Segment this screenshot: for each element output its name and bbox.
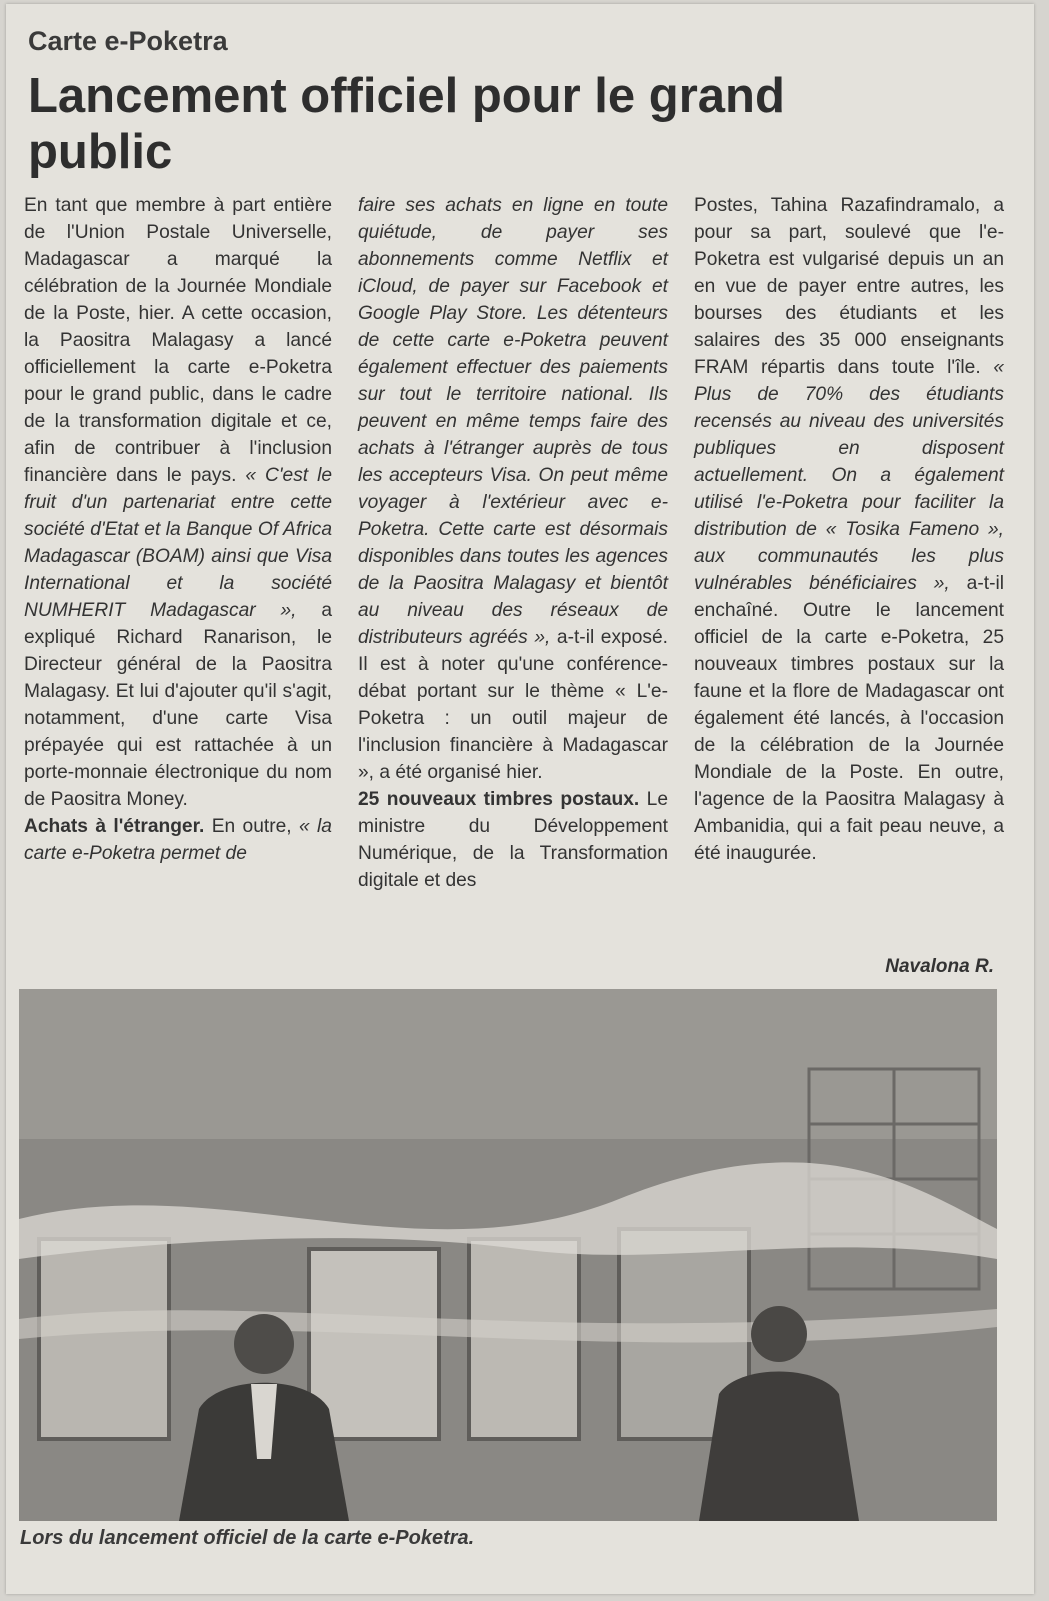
paragraph-text: a-t-il exposé. Il est à noter qu'une conférence-débat portant sur le thème « L'e-Poketra : un outil majeur de l'inclusion financière à Madagascar », a été organisé hier.	[358, 627, 668, 783]
paragraph-text: En outre,	[211, 816, 292, 837]
paragraph	[24, 813, 332, 867]
paragraph	[358, 786, 668, 894]
paragraph-text: a-t-il enchaîné. Outre le lancement officiel de la carte e-Poketra, 25 nouveaux timbres postaux sur la faune et la flore de Madagascar ont également été lancés, à l'occasion de la célébration de la Journée Mondiale de la Poste. En outre, l'agence de la Paositra Malagasy à Ambanidia, qui a fait peau neuve, a été inaugurée.	[694, 573, 1004, 864]
photo-illustration	[19, 989, 997, 1521]
newspaper-clipping	[6, 4, 1034, 1594]
paragraph-text: a expliqué Richard Ranarison, le Directeur général de la Paositra Malagasy. Et lui d'ajouter qu'il s'agit, notamment, d'une carte Visa prépayée qui est rattachée à un porte-monnaie électronique du nom de Paositra Money.	[24, 600, 332, 810]
quote-text: « la carte e-Poketra permet de	[24, 816, 332, 864]
quote-text: faire ses achats en ligne en toute quiétude, de payer ses abonnements comme Netflix et iCloud, de payer sur Facebook et Google Play Store. Les détenteurs de cette carte e-Poketra peuvent également effectuer des paiements sur tout le territoire national. Ils peuvent en même temps faire des achats à l'étranger auprès de tous les accepteurs Visa. On peut même voyager à l'extérieur avec e-Poketra. Cette carte est désormais disponibles dans toutes les agences de la Paositra Malagasy et bientôt au niveau des réseaux de distributeurs agréés »,	[358, 195, 668, 648]
quote-text: « Plus de 70% des étudiants recensés au niveau des universités publiques en disposent actuellement. On a également utilisé l'e-Poketra pour faciliter la distribution de « Tosika Fameno », aux communautés les plus vulnérables bénéficiaires »,	[694, 357, 1004, 594]
paragraph	[24, 192, 332, 813]
article-column-2	[358, 192, 668, 894]
article-column-1	[24, 192, 332, 867]
author-byline: Navalona R.	[885, 956, 994, 977]
paragraph-text: Postes, Tahina Razafindramalo, a pour sa part, soulevé que l'e-Poketra est vulgarisé depuis un an en vue de payer entre autres, les bourses des étudiants et les salaires des 35 000 enseignants FRAM répartis dans toute l'île.	[694, 195, 1004, 378]
article-photo	[19, 989, 997, 1521]
paragraph	[358, 192, 668, 786]
quote-text: « C'est le fruit d'un partenariat entre cette société d'Etat et la Banque Of Africa Madagascar (BOAM) ainsi que Visa International et la société NUMHERIT Madagascar »,	[24, 465, 332, 621]
paragraph	[694, 192, 1004, 867]
article-headline: Lancement officiel pour le grand public	[28, 69, 785, 179]
subheading: 25 nouveaux timbres postaux.	[358, 789, 640, 810]
section-kicker: Carte e-Poketra	[28, 26, 228, 56]
article-column-3	[694, 192, 1004, 867]
paragraph-text: En tant que membre à part entière de l'Union Postale Universelle, Madagascar a marqué la célébration de la Journée Mondiale de la Poste, hier. A cette occasion, la Paositra Malagasy a lancé officiellement la carte e-Poketra pour le grand public, dans le cadre de la transformation digitale et ce, afin de contribuer à l'inclusion financière dans le pays.	[24, 195, 332, 486]
paragraph-text: Le ministre du Développement Numérique, de la Transformation digitale et des	[358, 789, 668, 891]
photo-caption: Lors du lancement officiel de la carte e-Poketra.	[20, 1527, 475, 1549]
subheading: Achats à l'étranger.	[24, 816, 205, 837]
